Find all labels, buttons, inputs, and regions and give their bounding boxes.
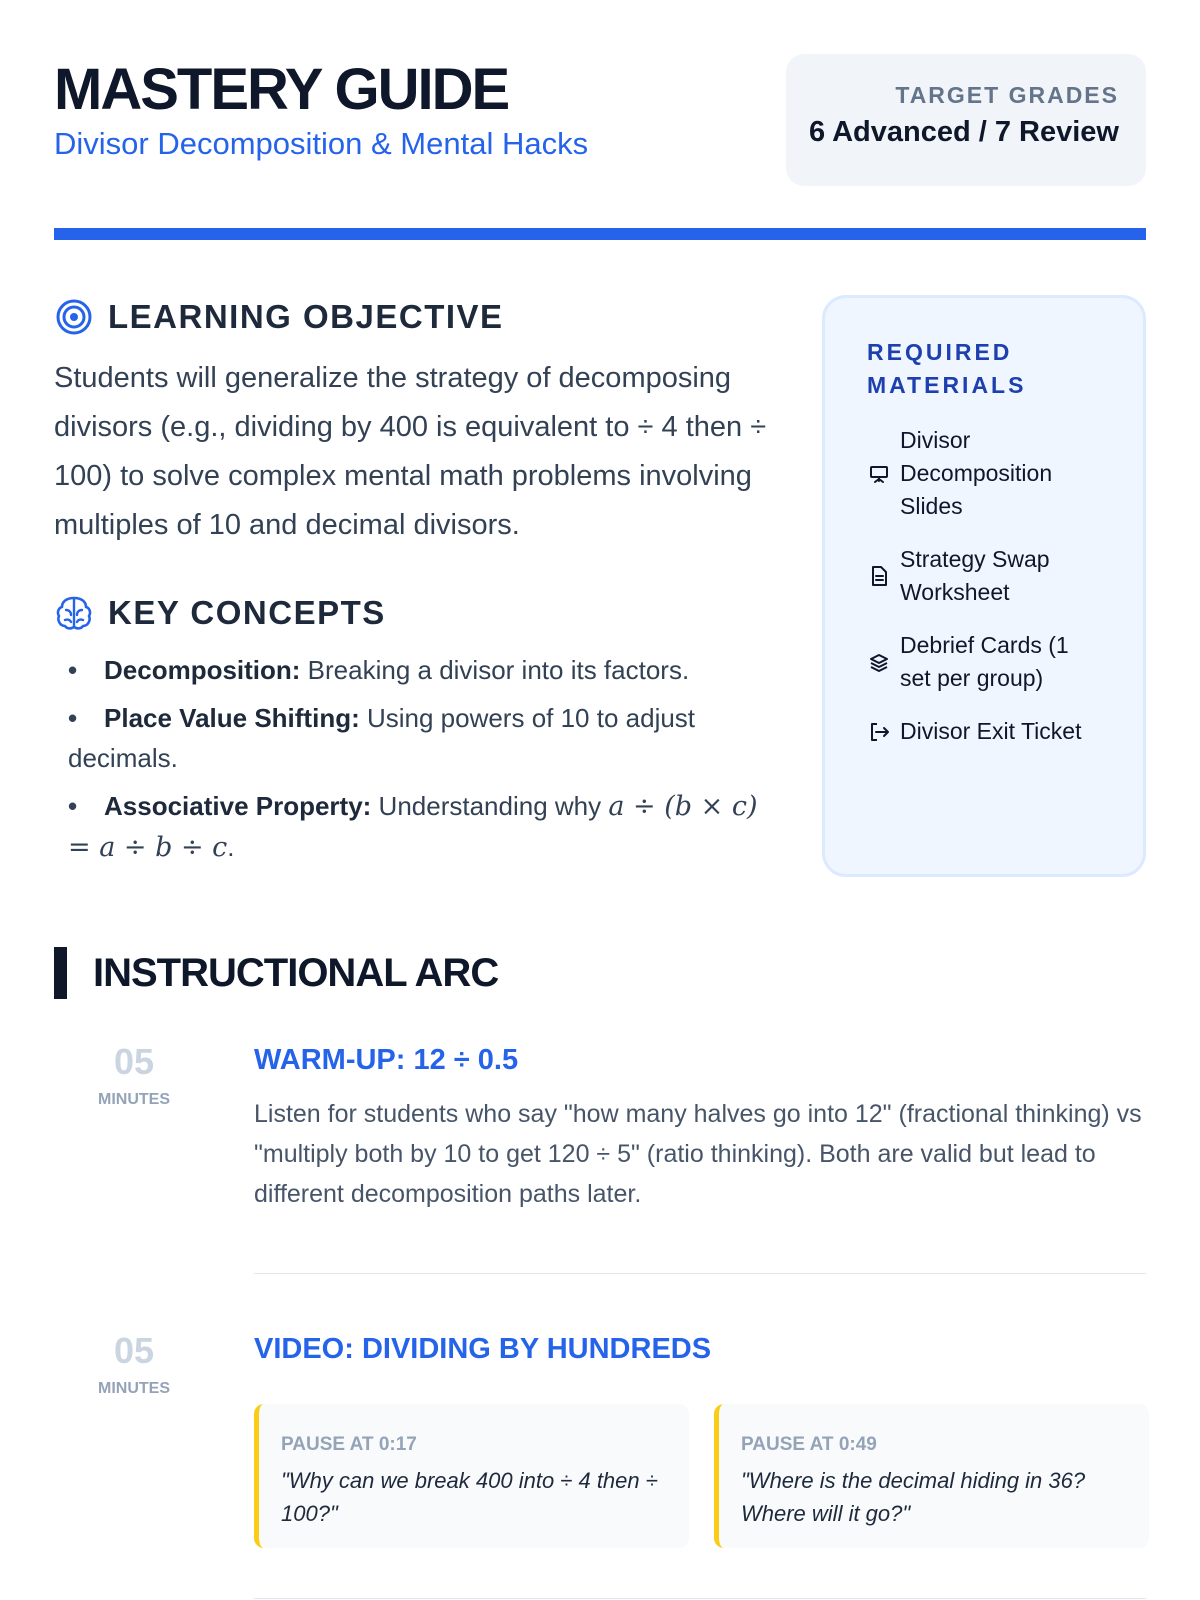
material-label: Strategy Swap Worksheet [900,546,1050,605]
concept-desc: Breaking a divisor into its factors. [300,655,690,685]
step-minutes: 05 [113,1041,155,1082]
key-concepts-list [54,650,774,876]
pause-card [254,1404,689,1548]
step-divider [254,1273,1146,1274]
material-label: Debrief Cards (1 set per group) [900,632,1069,691]
concept-term: Decomposition: [104,655,301,685]
page-title: MASTERY GUIDE [54,57,509,122]
objective-heading [54,297,504,337]
key-concepts-heading [54,593,386,633]
step-duration [54,1040,214,1111]
step-minutes: 05 [113,1330,155,1371]
concept-tail: . [227,832,235,862]
target-grades-card [786,54,1146,186]
key-concepts-heading-label: KEY CONCEPTS [108,594,386,631]
concept-math: a ÷ (b × c) = a ÷ b ÷ c [68,791,758,863]
step-unit: MINUTES [98,1380,170,1397]
header [54,54,1146,188]
step-divider [254,1598,1146,1599]
pause-label: PAUSE AT 0:17 [281,1434,417,1455]
materials-heading: REQUIRED MATERIALS [867,339,1027,398]
step-title: VIDEO: DIVIDING BY HUNDREDS [254,1333,712,1365]
concept-desc: Understanding why [371,791,609,821]
material-item [867,715,1105,748]
page-subtitle: Divisor Decomposition & Mental Hacks [54,126,589,161]
material-label: Divisor Decomposition Slides [900,427,1053,519]
materials-card [822,295,1146,877]
instructional-arc-title: INSTRUCTIONAL ARC [93,951,499,995]
material-item [867,543,1105,609]
list-item: • Place Value Shifting: Using powers of 10 to adjust decimals. [68,703,696,773]
concept-term: Place Value Shifting: [104,703,360,733]
list-item: • Associative Property: Understanding why a ÷ (b × c) = a ÷ b ÷ c. [68,791,758,863]
pause-quote: "Why can we break 400 into ÷ 4 then ÷ 100?" [281,1468,658,1526]
step-duration [54,1329,214,1400]
pause-quote: "Where is the decimal hiding in 36? Where will it go?" [741,1468,1086,1526]
objective-heading-label: LEARNING OBJECTIVE [108,298,504,335]
heading-accent-bar [54,947,67,999]
presentation-icon [867,462,891,486]
instructional-arc-heading [54,947,498,999]
material-item [867,424,1105,523]
target-grades-value: 6 Advanced / 7 Review [808,116,1119,148]
brain-icon [54,593,94,633]
concept-desc: Using powers of 10 to adjust decimals. [68,703,696,773]
target-icon [54,297,94,337]
step-text: Listen for students who say "how many halves go into 12" (fractional thinking) vs "multiply both by 10 to get 120 ÷ 5" (ratio thinking). Both are valid but lead to different decomposition paths later. [254,1100,1142,1208]
step-unit: MINUTES [98,1091,170,1108]
material-item [867,629,1105,695]
layers-icon [867,650,891,674]
pause-card [714,1404,1149,1548]
step-title: WARM-UP: 12 ÷ 0.5 [254,1044,519,1076]
list-item: • Decomposition: Breaking a divisor into its factors. [68,655,690,685]
material-label: Divisor Exit Ticket [900,718,1082,744]
exit-icon [867,720,891,744]
header-divider [54,228,1146,240]
pause-label: PAUSE AT 0:49 [741,1434,877,1455]
concept-term: Associative Property: [104,791,372,821]
objective-text: Students will generalize the strategy of decomposing divisors (e.g., dividing by 400 is equivalent to ÷ 4 then ÷ 100) to solve complex mental math problems involving multiples of 10 and decimal divisors. [54,362,767,541]
target-grades-label: TARGET GRADES [895,82,1119,108]
document-icon [867,564,891,588]
